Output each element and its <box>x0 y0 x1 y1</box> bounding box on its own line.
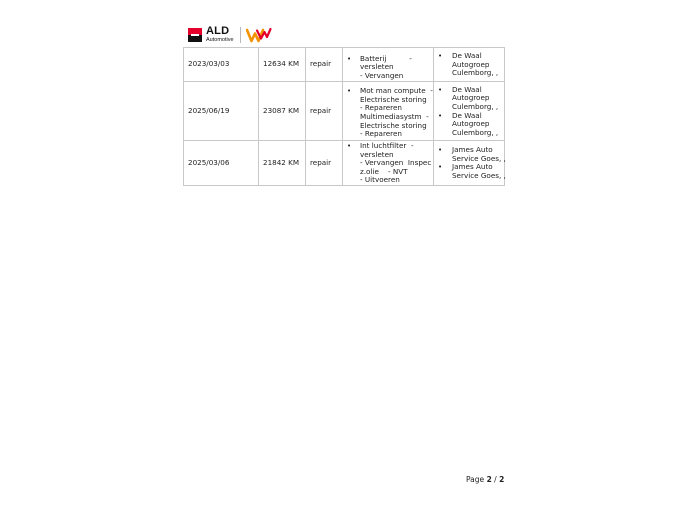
description-line: - Repareren <box>360 103 402 113</box>
description-line: - Vervangen Inspec <box>360 158 432 168</box>
type-cell: repair <box>306 48 343 82</box>
dealer-line: Culemborg, , <box>452 127 499 137</box>
description-block <box>347 141 432 185</box>
description-line: Batterij - <box>360 53 412 63</box>
dealer-line: De Waal <box>452 110 482 120</box>
date-cell: 2025/06/19 <box>184 82 259 141</box>
bullet-icon: • <box>438 163 443 172</box>
logo-divider <box>240 27 241 43</box>
current-page-number: 2 <box>486 475 492 484</box>
ald-brand-sub: Automotive <box>206 37 234 44</box>
description-block <box>347 83 433 139</box>
total-page-number: 2 <box>499 475 505 484</box>
description-line: - Vervangen <box>360 70 404 80</box>
dealer-line: Autogroep <box>452 93 490 103</box>
description-line: - Repareren <box>360 129 402 139</box>
ald-logo-icon <box>188 28 202 42</box>
mileage-cell: 23087 KM <box>259 82 306 141</box>
description-line: - Uitvoeren <box>360 175 400 185</box>
dealer-line: Culemborg, , <box>452 68 499 78</box>
bullet-icon: • <box>347 54 352 63</box>
description-line: Mot man compute - <box>360 86 433 96</box>
dealer-line: Autogroep <box>452 119 490 129</box>
dealer-line: De Waal <box>452 84 482 94</box>
bullet-icon: • <box>438 111 443 120</box>
date-cell: 2023/03/03 <box>184 48 259 82</box>
table-row <box>184 141 505 186</box>
ald-logo <box>188 26 234 44</box>
bullet-icon: • <box>438 85 443 94</box>
description-line: z.olie - NVT <box>360 166 408 176</box>
dealer-cell <box>434 48 505 82</box>
description-cell <box>343 48 434 82</box>
description-line: versleten <box>360 62 394 72</box>
table-row <box>184 48 505 82</box>
page-header <box>188 25 272 45</box>
dealer-cell <box>434 141 505 186</box>
dealer-line: Autogroep <box>452 59 490 69</box>
bullet-icon: • <box>347 142 352 150</box>
dealer-line: De Waal <box>452 51 482 61</box>
w-logo-icon <box>246 27 272 43</box>
description-line: Int luchtfilter - <box>360 141 414 150</box>
bullet-icon: • <box>438 52 443 61</box>
page-footer <box>466 475 504 484</box>
mileage-cell: 12634 KM <box>259 48 306 82</box>
description-line: Electrische storing <box>360 120 427 130</box>
description-line: versleten <box>360 149 394 159</box>
ald-brand-name: ALD <box>206 25 230 38</box>
dealer-line: James Auto <box>452 145 493 155</box>
dealer-line: James Auto <box>452 162 493 172</box>
table-body <box>184 48 505 186</box>
date-cell: 2025/03/06 <box>184 141 259 186</box>
dealer-cell <box>434 82 505 141</box>
description-line: Electrische storing <box>360 94 427 104</box>
dealer-item <box>438 145 506 163</box>
type-cell: repair <box>306 82 343 141</box>
dealer-line: Service Goes, , <box>452 171 506 181</box>
page-separator: / <box>494 475 497 484</box>
mileage-cell: 21842 KM <box>259 141 306 186</box>
bullet-icon: • <box>347 87 352 96</box>
table-row <box>184 82 505 141</box>
dealer-item <box>438 112 500 138</box>
description-cell <box>343 82 434 141</box>
maintenance-history-table <box>183 47 505 186</box>
ald-logo-text <box>206 26 234 44</box>
type-cell: repair <box>306 141 343 186</box>
description-cell <box>343 141 434 186</box>
page-word: Page <box>466 475 485 484</box>
dealer-line: Culemborg, , <box>452 101 499 111</box>
dealer-item <box>438 85 500 112</box>
dealer-line: Service Goes, , <box>452 153 506 163</box>
dealer-item <box>438 162 506 181</box>
bullet-icon: • <box>438 146 443 155</box>
description-line: Multimediasystm - <box>360 112 429 121</box>
description-block <box>347 49 429 81</box>
dealer-item <box>438 51 500 78</box>
